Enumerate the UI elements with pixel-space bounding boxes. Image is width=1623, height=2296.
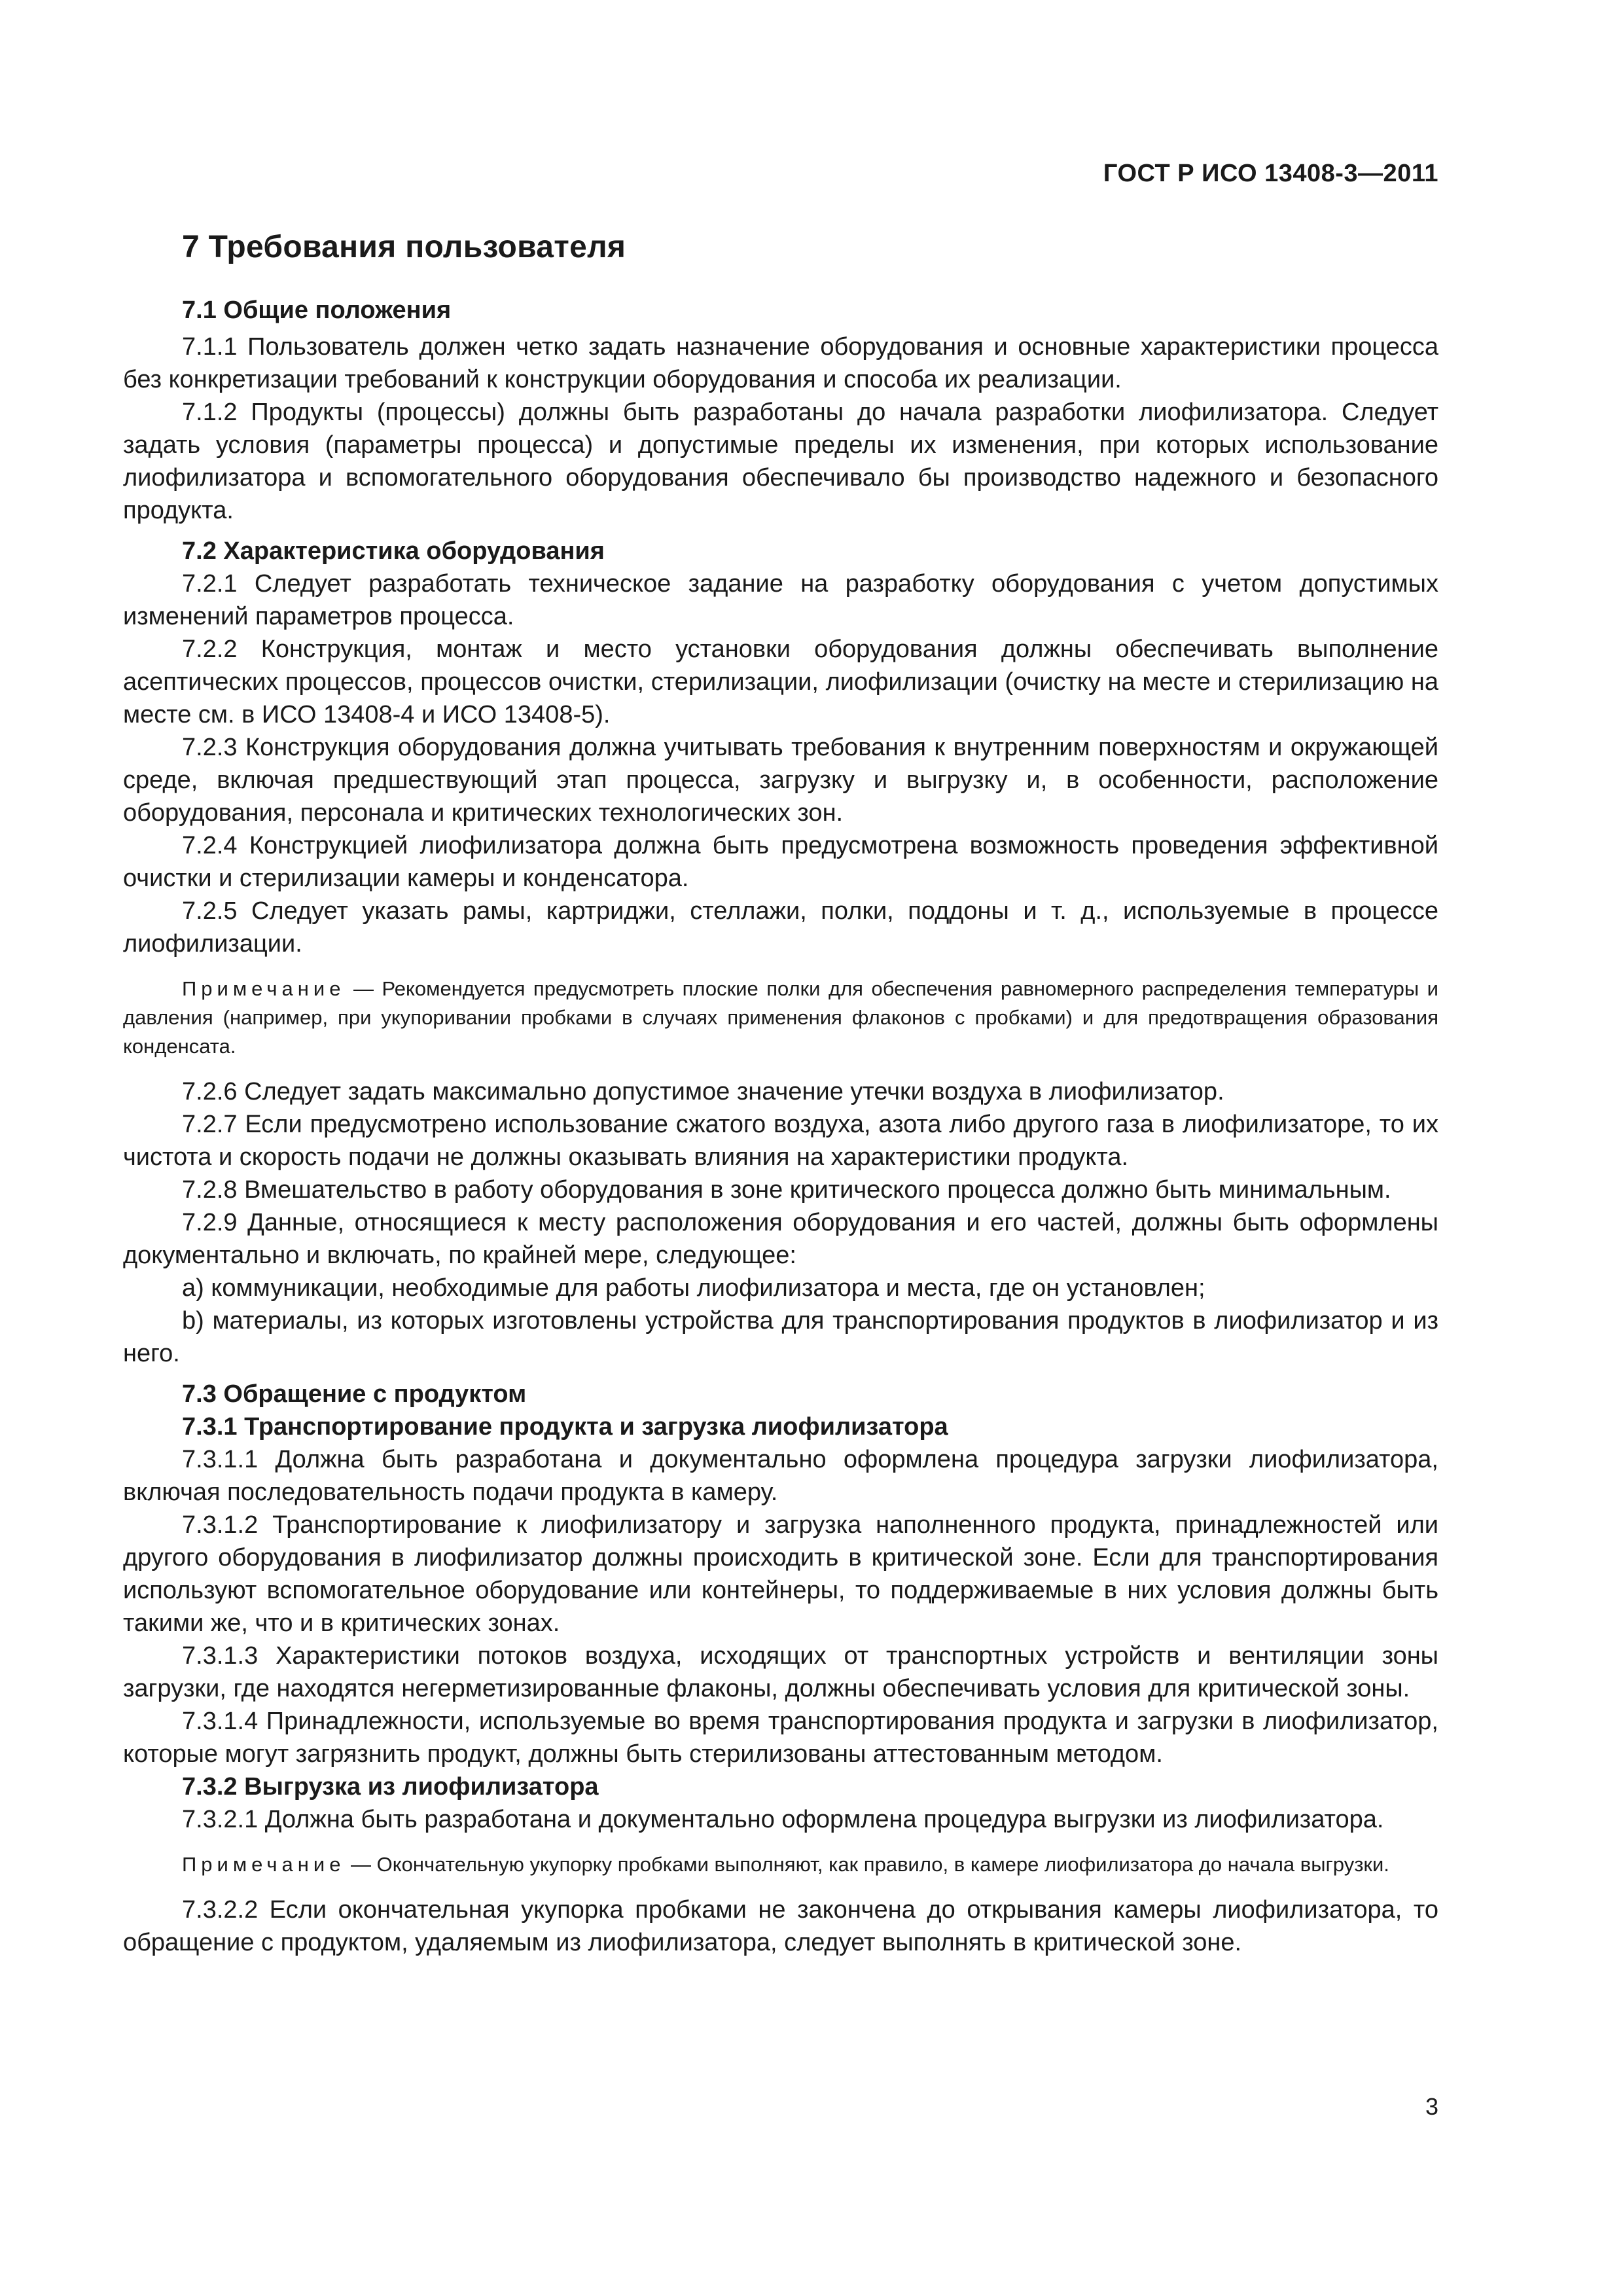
list-item-b: b) материалы, из которых изготовлены устройства для транспортирования продуктов в лиофилизатор и из него. (123, 1307, 1438, 1367)
page-content (123, 223, 1438, 1959)
paragraph-7-1-1: 7.1.1 Пользователь должен четко задать назначение оборудования и основные характеристики процесса без конкретизации требований к конструкции оборудования и способа их реализации. (123, 333, 1438, 393)
paragraph-7-2-3: 7.2.3 Конструкция оборудования должна учитывать требования к внутренним поверхностям и окружающей среде, включая предшествующий этап процесса, загрузку и выгрузку и, в особенности, расположение оборудования, персонала и критических технологических зон. (123, 734, 1438, 827)
paragraph-7-2-5: 7.2.5 Следует указать рамы, картриджи, стеллажи, полки, поддоны и т. д., используемые в процессе лиофилизации. (123, 897, 1438, 958)
note-text: — Рекомендуется предусмотреть плоские полки для обеспечения равномерного распределения температуры и давления (например, при укупоривании пробками в случаях применения флаконов с пробками) и для предотвращения образования конденсата. (123, 977, 1438, 1058)
paragraph-7-2-6: 7.2.6 Следует задать максимально допустимое значение утечки воздуха в лиофилизатор. (182, 1078, 1224, 1105)
paragraph-7-2-4: 7.2.4 Конструкцией лиофилизатора должна быть предусмотрена возможность проведения эффективной очистки и стерилизации камеры и конденсатора. (123, 832, 1438, 892)
note-label: Примечание (182, 977, 346, 1000)
list-item-a: а) коммуникации, необходимые для работы лиофилизатора и места, где он установлен; (182, 1274, 1205, 1302)
subsection-title-7-1: 7.1 Общие положения (182, 296, 452, 324)
paragraph-7-3-1-2: 7.3.1.2 Транспортирование к лиофилизатору и загрузка наполненного продукта, принадлежностей или другого оборудования в лиофилизатор должны происходить в критической зоне. Если для транспортирования используют вспомогательное оборудование или контейнеры, то поддерживаемые в них условия должны быть такими же, что и в критических зонах. (123, 1511, 1438, 1637)
note-7-2-5 (123, 975, 1438, 1061)
section-title: 7 Требования пользователя (182, 230, 626, 264)
paragraph-7-3-2-1: 7.3.2.1 Должна быть разработана и документально оформлена процедура выгрузки из лиофилизатора. (182, 1806, 1384, 1833)
paragraph-7-3-1-4: 7.3.1.4 Принадлежности, используемые во время транспортирования продукта и загрузки в лиофилизатор, которые могут загрязнить продукт, должны быть стерилизованы аттестованным методом. (123, 1708, 1438, 1768)
paragraph-7-3-1-3: 7.3.1.3 Характеристики потоков воздуха, исходящих от транспортных устройств и вентиляции зоны загрузки, где находятся негерметизированные флаконы, должны обеспечивать условия для критической зоны. (123, 1642, 1438, 1702)
paragraph-7-2-1: 7.2.1 Следует разработать техническое задание на разработку оборудования с учетом допустимых изменений параметров процесса. (123, 570, 1438, 630)
note-text: — Окончательную укупорку пробками выполняют, как правило, в камере лиофилизатора до начала выгрузки. (345, 1853, 1389, 1876)
note-7-3-2-1 (123, 1850, 1438, 1879)
subsection-title-7-3-1: 7.3.1 Транспортирование продукта и загрузка лиофилизатора (182, 1413, 948, 1441)
paragraph-7-1-2: 7.1.2 Продукты (процессы) должны быть разработаны до начала разработки лиофилизатора. Следует задать условия (параметры процесса) и допустимые пределы их изменения, при которых использование лиофилизатора и вспомогательного оборудования обеспечивало бы производство надежного и безопасного продукта. (123, 399, 1438, 524)
subsection-title-7-2: 7.2 Характеристика оборудования (182, 537, 605, 565)
paragraph-7-2-2: 7.2.2 Конструкция, монтаж и место установки оборудования должны обеспечивать выполнение асептических процессов, процессов очистки, стерилизации, лиофилизации (очистку на месте и стерилизацию на месте см. в ИСО 13408-4 и ИСО 13408-5). (123, 636, 1438, 728)
note-label: Примечание (182, 1853, 346, 1876)
paragraph-7-2-7: 7.2.7 Если предусмотрено использование сжатого воздуха, азота либо другого газа в лиофилизаторе, то их чистота и скорость подачи не должны оказывать влияния на характеристики продукта. (123, 1111, 1438, 1171)
page-number: 3 (1425, 2093, 1438, 2120)
paragraph-7-3-1-1: 7.3.1.1 Должна быть разработана и документально оформлена процедура загрузки лиофилизатора, включая последовательность подачи продукта в камеру. (123, 1446, 1438, 1506)
paragraph-7-2-9: 7.2.9 Данные, относящиеся к месту расположения оборудования и его частей, должны быть оформлены документально и включать, по крайней мере, следующее: (123, 1209, 1438, 1269)
subsection-title-7-3: 7.3 Обращение с продуктом (182, 1380, 527, 1408)
paragraph-7-3-2-2: 7.3.2.2 Если окончательная укупорка пробками не закончена до открывания камеры лиофилизатора, то обращение с продуктом, удаляемым из лиофилизатора, следует выполнять в критической зоне. (123, 1896, 1438, 1956)
paragraph-7-2-8: 7.2.8 Вмешательство в работу оборудования в зоне критического процесса должно быть минимальным. (182, 1176, 1391, 1204)
subsection-title-7-3-2: 7.3.2 Выгрузка из лиофилизатора (182, 1773, 599, 1801)
standard-designation: ГОСТ Р ИСО 13408-3—2011 (1103, 160, 1438, 187)
